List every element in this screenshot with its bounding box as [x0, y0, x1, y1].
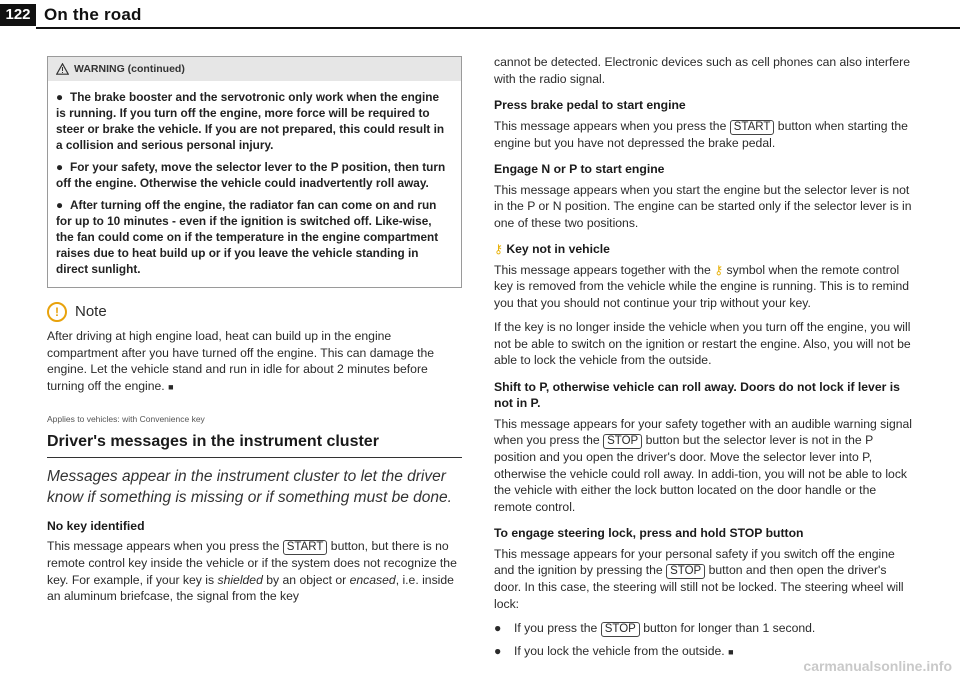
note-title: Note [75, 302, 107, 320]
warning-triangle-icon [56, 63, 69, 75]
no-key-continued: cannot be detected. Electronic devices such as cell phones can also interfere with the radio signal. [494, 55, 910, 86]
engage-heading: Engage N or P to start engine [494, 162, 665, 176]
warning-title: WARNING (continued) [74, 62, 185, 75]
section-heading: Driver's messages in the instrument cluster [47, 432, 379, 450]
press-brake-text: This message appears when you press the START button when starting the engine but you have not depressed the brake pedal. [494, 118, 908, 150]
warning-body [48, 81, 461, 287]
page-number: 122 [0, 4, 36, 26]
header-rule [36, 27, 960, 29]
engage-text: This message appears when you start the engine but the selector lever is not in the P or N position. The engine can be started only if the selector lever is in one of these two positions. [494, 182, 912, 230]
note-circle-icon: ! [47, 302, 67, 322]
right-column [494, 54, 914, 667]
note-heading [47, 302, 462, 322]
key-icon: ⚷ [714, 262, 724, 277]
shift-p-text: This message appears for your safety together with an audible warning signal when you press the STOP button but the selector lever is not in the P position and you open the driver's door. Move the selector lever into P, otherwise the vehicle could roll away. In addi-tion, you will not be able to lock the vehicle with either the lock button located on the door handle or the remote control. [494, 416, 912, 514]
list-item: ● If you lock the vehicle from the outside. ■ [494, 644, 734, 658]
warning-bullet: ● For your safety, move the selector lever to the P position, then turn off the engine. Otherwise the vehicle could inadvertently roll away. [56, 160, 446, 190]
stop-key-label: STOP [666, 564, 705, 579]
list-item: ● If you press the STOP button for longer than 1 second. [494, 621, 816, 635]
shift-p-heading: Shift to P, otherwise vehicle can roll away. Doors do not lock if lever is not in P. [494, 379, 900, 410]
warning-bullet: ● The brake booster and the servotronic only work when the engine is running. If you turn off the engine, more force will be required to steer or brake the vehicle. If you are not prepared, this could result in a collision and serious personal injury. [56, 90, 445, 152]
stop-key-label: STOP [601, 622, 640, 637]
start-key-label: START [730, 120, 775, 135]
warning-header [48, 57, 461, 81]
press-brake-heading: Press brake pedal to start engine [494, 98, 686, 112]
start-key-label: START [283, 540, 328, 555]
section-rule [47, 457, 462, 458]
key-not-text: This message appears together with the ⚷ symbol when the remote control key is removed from the vehicle while the engine is running. This is to remind you that you should not continue your trip without your key. [494, 262, 910, 310]
note-text: After driving at high engine load, heat can build up in the engine compartment after you have turned off the engine. This can damage the engine. Let the vehicle stand and run in idle for about 2 minutes before turning off the engine. ■ [47, 329, 435, 393]
steering-heading: To engage steering lock, press and hold STOP button [494, 526, 804, 540]
section-lead: Messages appear in the instrument cluster to let the driver know if something is missing or if something must be done. [47, 467, 452, 506]
stop-key-label: STOP [603, 434, 642, 449]
warning-bullet: ● After turning off the engine, the radiator fan can come on and run for up to 10 minutes - even if the ignition is switched off. Like-wise, the fan could come on if the temperature in the engine compartment raises due to heat build up or if you leave the vehicle standing in direct sunlight. [56, 198, 439, 276]
no-key-heading: No key identified [47, 518, 145, 533]
key-not-text-2: If the key is no longer inside the vehicle when you turn off the engine, you will not be able to switch on the ignition or restart the engine. Also, you will not be able to lock the vehicle from the outside. [494, 320, 911, 367]
key-icon: ⚷ [494, 242, 503, 256]
watermark: carmanualsonline.info [803, 658, 952, 674]
no-key-text: This message appears when you press the START button, but there is no remote control key inside the vehicle or if the system does not recognize the key. For example, if your key is shielded by an object or encased, i.e. inside an aluminum briefcase, the signal from the key [47, 539, 457, 603]
section-title: On the road [44, 5, 142, 24]
applies-to: Applies to vehicles: with Convenience key [47, 414, 205, 424]
key-not-heading: ⚷ Key not in vehicle [494, 242, 610, 256]
warning-box [47, 56, 462, 288]
page-header [0, 0, 960, 30]
steering-text: This message appears for your personal safety if you switch off the engine and the ignition by pressing the STOP button and then open the driver's door. In this case, the steering will still not be locked. The steering wheel will lock: [494, 546, 904, 611]
left-column [47, 56, 462, 613]
